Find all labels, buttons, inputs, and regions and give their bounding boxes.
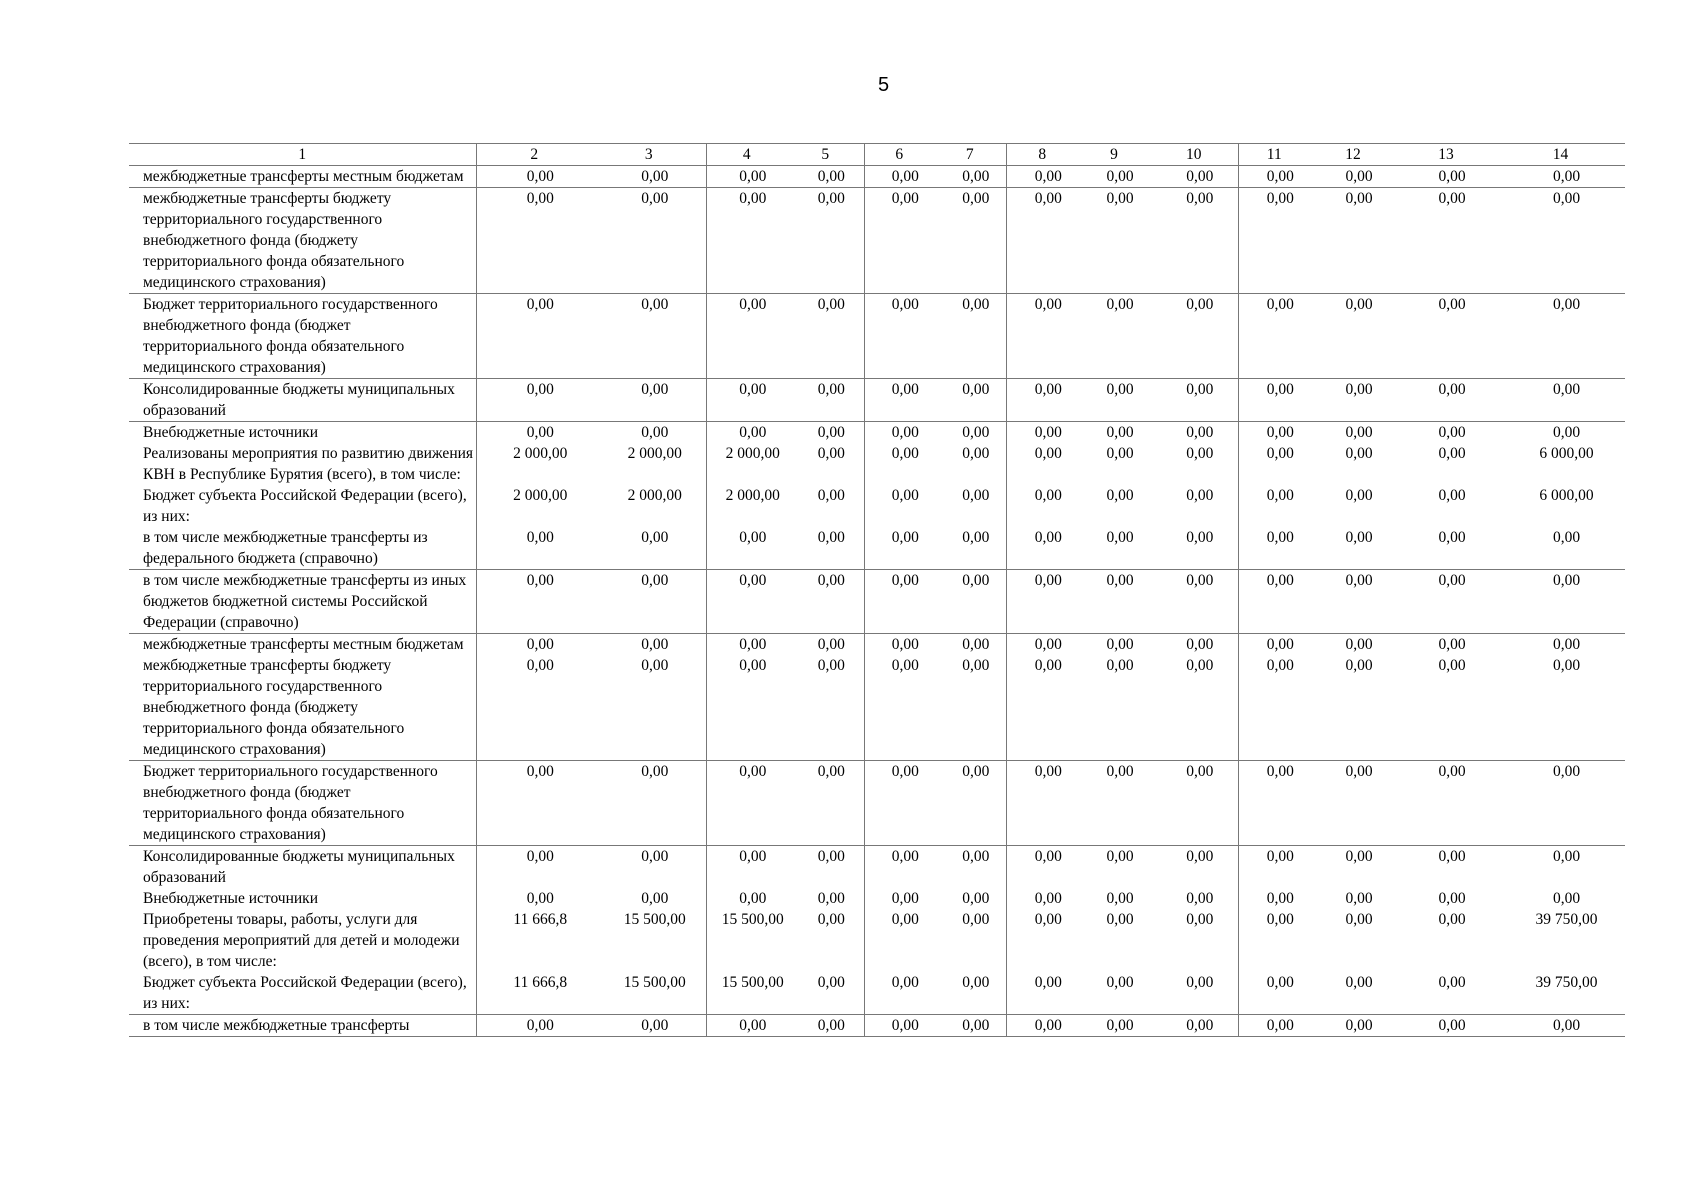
table-cell: 0,00 [864,655,934,761]
table-cell: 0,00 [1310,570,1396,634]
table-row [129,166,1625,188]
table-cell: 0,00 [1496,761,1625,846]
table-cell: 0,00 [962,890,990,907]
table-cell: 0,00 [1186,529,1214,546]
table-cell: 0,00 [476,294,592,379]
table-cell: 0,00 [787,634,864,656]
table-cell: 0,00 [1106,487,1134,504]
table-cell: 0,00 [1496,379,1625,422]
table-cell: 0,00 [787,1015,864,1037]
table-cell: 0,00 [1150,422,1238,444]
table-cell: 0,00 [864,527,934,570]
table-cell: 0,00 [1438,529,1466,546]
table-cell: 0,00 [1006,166,1078,188]
table-cell: 0,00 [1006,761,1078,846]
column-header: 8 [1006,144,1078,166]
table-cell: 0,00 [1106,529,1134,546]
table-cell: 0,00 [1345,911,1373,928]
column-header: 2 [476,144,592,166]
table-cell: 0,00 [1396,188,1496,294]
table-cell: 0,00 [1150,188,1238,294]
table-cell: 0,00 [1006,527,1078,570]
table-cell: 0,00 [1552,890,1581,907]
table-cell: 0,00 [1186,974,1214,991]
table-cell: 0,00 [1186,911,1214,928]
table-cell: 0,00 [1552,657,1581,674]
row-label: в том числе межбюджетные трансферты [129,1015,476,1037]
table-cell: 0,00 [1396,846,1496,889]
row-label: Бюджет территориального государственного внебюджетного фонда (бюджет территориального фонда обязательного медицинского страхования) [129,761,476,846]
table-cell: 15 500,00 [623,911,686,928]
column-header: 10 [1150,144,1238,166]
table-cell: 0,00 [864,634,934,656]
table-cell: 0,00 [592,1015,706,1037]
table-cell: 0,00 [476,1015,592,1037]
table-cell: 0,00 [1496,1015,1625,1037]
table-row [129,761,1625,846]
table-cell: 0,00 [787,294,864,379]
row-label: Реализованы мероприятия по развитию движения КВН в Республике Бурятия (всего), в том числе: [143,445,474,483]
table-cell: 0,00 [1396,570,1496,634]
table-cell: 15 500,00 [706,972,787,1015]
table-cell: 0,00 [1006,634,1078,656]
table-cell: 0,00 [817,487,845,504]
table-cell: 0,00 [1238,379,1310,422]
table-cell: 0,00 [817,890,845,907]
table-cell: 0,00 [1078,761,1150,846]
table-row [129,634,1625,656]
table-row [129,888,1625,909]
table-cell: 0,00 [1310,188,1396,294]
table-cell: 0,00 [1150,761,1238,846]
table-row [129,422,1625,444]
table-cell: 0,00 [864,909,934,972]
table-row [129,570,1625,634]
table-cell: 0,00 [592,422,706,444]
table-cell: 0,00 [817,168,845,185]
column-header: 13 [1396,144,1496,166]
table-cell: 0,00 [1150,570,1238,634]
table-cell: 0,00 [592,379,706,422]
table-row [129,909,1625,972]
table-cell: 0,00 [706,570,787,634]
table-cell: 0,00 [1496,422,1625,444]
table-cell: 0,00 [706,188,787,294]
table-cell: 0,00 [1238,422,1310,444]
table-cell: 0,00 [1006,1015,1078,1037]
table-cell: 0,00 [1496,570,1625,634]
table-cell: 0,00 [864,166,934,188]
row-label: Бюджет субъекта Российской Федерации (всего), из них: [143,487,467,525]
table-cell: 0,00 [1006,846,1078,889]
row-label: в том числе межбюджетные трансферты из федерального бюджета (справочно) [143,529,428,567]
table-cell: 0,00 [1238,188,1310,294]
table-cell: 0,00 [1438,974,1466,991]
table-cell: 0,00 [1438,168,1466,185]
table-cell: 0,00 [1186,168,1214,185]
table-cell: 0,00 [1078,422,1150,444]
column-header: 12 [1310,144,1396,166]
table-cell: 0,00 [1345,657,1373,674]
table-cell: 0,00 [476,846,592,889]
table-cell: 0,00 [787,379,864,422]
table-cell: 0,00 [1438,890,1466,907]
row-label: Внебюджетные источники [143,890,319,907]
table-cell: 0,00 [864,888,934,909]
table-cell: 0,00 [1238,1015,1310,1037]
table-cell: 0,00 [592,294,706,379]
table-cell: 0,00 [1106,974,1134,991]
table-cell: 0,00 [787,188,864,294]
column-header: 5 [787,144,864,166]
row-label: Консолидированные бюджеты муниципальных образований [129,379,476,422]
table-cell: 0,00 [1438,445,1466,462]
table-cell: 0,00 [864,443,934,485]
table-cell: 0,00 [962,974,990,991]
table-row [129,655,1625,761]
table-cell: 11 666,8 [476,909,592,972]
table-cell: 0,00 [1238,634,1310,656]
table-cell: 0,00 [1552,168,1581,185]
table-cell: 0,00 [934,379,1006,422]
table-cell: 0,00 [817,974,845,991]
table-cell: 0,00 [476,570,592,634]
table-cell: 0,00 [1150,379,1238,422]
table-cell: 0,00 [864,570,934,634]
table-cell: 0,00 [592,570,706,634]
table-cell: 0,00 [1238,761,1310,846]
table-cell: 0,00 [817,529,845,546]
table-cell: 0,00 [1150,846,1238,889]
table-cell: 0,00 [787,761,864,846]
table-cell: 0,00 [1238,909,1310,972]
table-cell: 0,00 [1496,634,1625,656]
table-cell: 0,00 [1238,166,1310,188]
row-label: в том числе межбюджетные трансферты из иных бюджетов бюджетной системы Российской Федерации (справочно) [129,570,476,634]
table-cell: 0,00 [787,570,864,634]
table-cell: 0,00 [1078,188,1150,294]
table-cell: 39 750,00 [1535,911,1598,928]
table-cell: 0,00 [641,529,669,546]
table-cell: 0,00 [1006,972,1078,1015]
table-row [129,972,1625,1015]
table-cell: 0,00 [1006,888,1078,909]
table-cell: 0,00 [706,761,787,846]
table-cell: 0,00 [1078,570,1150,634]
table-cell: 11 666,8 [476,972,592,1015]
table-cell: 0,00 [1310,294,1396,379]
table-cell: 2 000,00 [706,443,787,485]
table-cell: 0,00 [1345,168,1373,185]
table-cell: 0,00 [476,422,592,444]
table-cell: 0,00 [962,168,990,185]
table-cell: 0,00 [1150,294,1238,379]
table-cell: 2 000,00 [706,485,787,527]
table-cell: 0,00 [1396,761,1496,846]
budget-table [129,143,1625,1037]
table-cell: 0,00 [1006,909,1078,972]
table-cell: 0,00 [1496,846,1625,889]
table-cell: 0,00 [934,294,1006,379]
table-cell: 0,00 [476,761,592,846]
table-cell: 0,00 [592,634,706,656]
table-cell: 0,00 [817,911,845,928]
table-cell: 0,00 [592,188,706,294]
table-cell: 0,00 [706,655,787,761]
table-cell: 0,00 [934,761,1006,846]
table-cell: 0,00 [962,911,990,928]
table-cell: 0,00 [1396,634,1496,656]
table-cell: 0,00 [1238,846,1310,889]
column-header: 11 [1238,144,1310,166]
table-cell: 0,00 [1006,570,1078,634]
table-cell: 0,00 [1106,911,1134,928]
table-cell: 0,00 [934,634,1006,656]
table-cell: 0,00 [1238,527,1310,570]
table-cell: 0,00 [787,846,864,889]
column-header: 6 [864,144,934,166]
table-cell: 0,00 [1006,188,1078,294]
row-label: Внебюджетные источники [129,422,476,444]
table-cell: 0,00 [1150,634,1238,656]
table-cell: 0,00 [1006,294,1078,379]
table-row [129,527,1625,570]
table-cell: 0,00 [1396,379,1496,422]
table-cell: 0,00 [1396,422,1496,444]
table-cell: 0,00 [1496,188,1625,294]
table-row [129,294,1625,379]
table-cell: 0,00 [1310,846,1396,889]
table-cell: 0,00 [934,188,1006,294]
table-cell: 0,00 [476,888,592,909]
table-cell: 0,00 [1310,761,1396,846]
table-cell: 0,00 [817,657,845,674]
table-cell: 0,00 [1186,445,1214,462]
table-cell: 0,00 [1006,655,1078,761]
table-cell: 0,00 [864,422,934,444]
table-cell: 0,00 [706,634,787,656]
table-cell: 0,00 [864,485,934,527]
table-cell: 0,00 [864,1015,934,1037]
table-cell: 0,00 [1006,443,1078,485]
table-row [129,188,1625,294]
table-cell: 0,00 [1238,443,1310,485]
table-cell: 0,00 [1345,890,1373,907]
table-cell: 0,00 [864,188,934,294]
table-cell: 0,00 [864,761,934,846]
table-cell: 0,00 [934,1015,1006,1037]
table-row [129,1015,1625,1037]
table-cell: 0,00 [1345,529,1373,546]
table-cell: 0,00 [476,188,592,294]
table-cell: 0,00 [1106,890,1134,907]
table-cell: 0,00 [1106,657,1134,674]
table-cell: 0,00 [1238,570,1310,634]
table-cell: 0,00 [706,1015,787,1037]
table-cell: 0,00 [934,422,1006,444]
table-cell: 0,00 [934,570,1006,634]
table-cell: 0,00 [592,846,706,889]
table-cell: 0,00 [641,890,669,907]
table-cell: 0,00 [962,487,990,504]
row-label: межбюджетные трансферты бюджету территориального государственного внебюджетного фонда (бюджету территориального фонда обязательного медицинского страхования) [129,188,476,294]
table-cell: 0,00 [706,294,787,379]
table-header-row [129,144,1625,166]
table-cell: 0,00 [1106,445,1134,462]
table-cell: 0,00 [1006,485,1078,527]
table-cell: 0,00 [476,379,592,422]
table-cell: 15 500,00 [706,909,787,972]
table-cell: 0,00 [864,846,934,889]
table-cell: 0,00 [1078,634,1150,656]
table-cell: 6 000,00 [1539,487,1594,504]
column-header: 3 [592,144,706,166]
table-cell: 0,00 [1186,890,1214,907]
row-label: Приобретены товары, работы, услуги для проведения мероприятий для детей и молодежи (всего), в том числе: [143,911,460,970]
table-cell: 0,00 [476,655,592,761]
column-header: 7 [934,144,1006,166]
table-cell: 0,00 [1078,294,1150,379]
table-cell: 6 000,00 [1539,445,1594,462]
table-cell: 0,00 [1238,972,1310,1015]
table-cell: 0,00 [1238,655,1310,761]
table-cell: 0,00 [476,166,592,188]
table-cell: 0,00 [1345,487,1373,504]
column-header: 9 [1078,144,1150,166]
table-cell: 0,00 [1006,379,1078,422]
table-cell: 0,00 [1106,168,1134,185]
table-cell: 0,00 [1186,487,1214,504]
table-cell: 0,00 [864,972,934,1015]
table-cell: 0,00 [1396,1015,1496,1037]
table-cell: 0,00 [1186,657,1214,674]
column-header: 14 [1496,144,1625,166]
table-cell: 0,00 [641,657,669,674]
table-cell: 0,00 [962,657,990,674]
table-cell: 0,00 [1238,485,1310,527]
table-cell: 0,00 [864,379,934,422]
table-cell: 39 750,00 [1535,974,1598,991]
table-cell: 0,00 [706,527,787,570]
table-cell: 0,00 [864,294,934,379]
table-cell: 0,00 [1438,657,1466,674]
table-cell: 2 000,00 [476,485,592,527]
table-cell: 0,00 [1078,379,1150,422]
table-cell: 0,00 [1310,379,1396,422]
row-label: межбюджетные трансферты местным бюджетам [129,634,476,656]
column-header: 4 [706,144,787,166]
table-cell: 0,00 [476,527,592,570]
table-cell: 2 000,00 [627,445,682,462]
row-label: Консолидированные бюджеты муниципальных образований [129,846,476,889]
table-row [129,485,1625,527]
table-cell: 0,00 [706,888,787,909]
table-cell: 0,00 [1078,846,1150,889]
table-cell: 0,00 [962,445,990,462]
table-row [129,379,1625,422]
table-cell: 0,00 [1310,422,1396,444]
table-cell: 0,00 [592,761,706,846]
table-cell: 15 500,00 [623,974,686,991]
table-cell: 2 000,00 [476,443,592,485]
table-cell: 0,00 [817,445,845,462]
table-cell: 0,00 [1310,1015,1396,1037]
table-row [129,443,1625,485]
table-cell: 0,00 [1150,1015,1238,1037]
table-cell: 0,00 [1345,974,1373,991]
table-cell: 0,00 [1078,1015,1150,1037]
column-header: 1 [129,144,476,166]
table-cell: 0,00 [787,422,864,444]
table-cell: 0,00 [1438,911,1466,928]
table-row [129,846,1625,889]
table-cell: 0,00 [1310,634,1396,656]
table-cell: 0,00 [1238,888,1310,909]
row-label: Бюджет территориального государственного внебюджетного фонда (бюджет территориального фонда обязательного медицинского страхования) [129,294,476,379]
table-cell: 0,00 [476,634,592,656]
table-cell: 2 000,00 [627,487,682,504]
table-cell: 0,00 [962,529,990,546]
row-label: Бюджет субъекта Российской Федерации (всего), из них: [143,974,467,1012]
table-cell: 0,00 [1238,294,1310,379]
table-cell: 0,00 [1345,445,1373,462]
table-cell: 0,00 [706,422,787,444]
table-cell: 0,00 [706,166,787,188]
table-cell: 0,00 [1496,294,1625,379]
table-cell: 0,00 [934,846,1006,889]
table-cell: 0,00 [1396,294,1496,379]
row-label: межбюджетные трансферты местным бюджетам [143,168,464,185]
page-number: 5 [877,74,890,96]
table-cell: 0,00 [706,379,787,422]
table-cell: 0,00 [1006,422,1078,444]
table-cell: 0,00 [641,168,669,185]
table-cell: 0,00 [1552,529,1581,546]
table-cell: 0,00 [1438,487,1466,504]
row-label: межбюджетные трансферты бюджету территориального государственного внебюджетного фонда (бюджету территориального фонда обязательного медицинского страхования) [143,657,405,758]
table-cell: 0,00 [706,846,787,889]
